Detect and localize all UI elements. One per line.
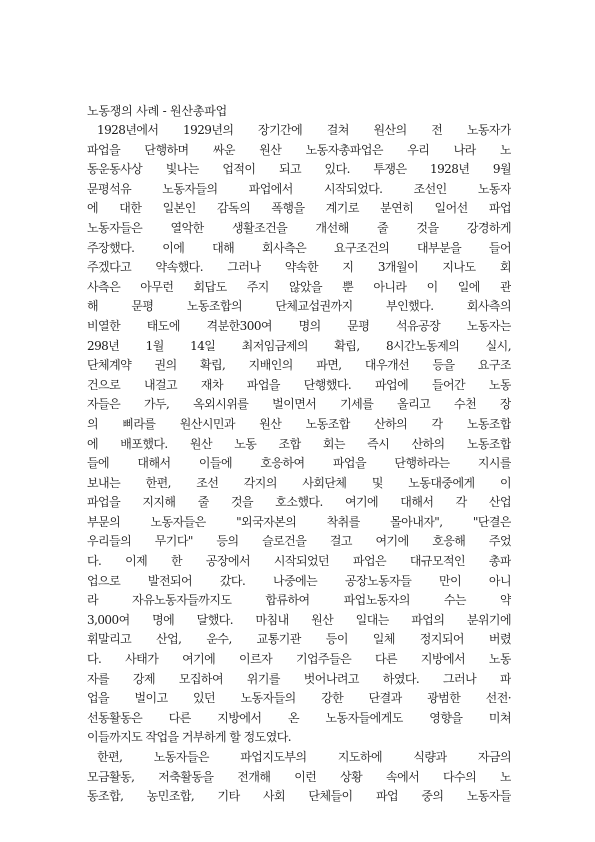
- text-line: 해 문평 노동조합의 단체교섭권까지 부인했다. 회사측의: [87, 299, 511, 314]
- text-line: 의 삐라를 원산시민과 원산 노동조합 산하의 각 노동조합: [87, 416, 511, 431]
- text-line: 동운동사상 빛나는 업적이 되고 있다. 투쟁은 1928년 9월: [87, 162, 511, 177]
- text-line: 3,000여 명에 달했다. 마침내 원산 일대는 파업의 분위기에: [87, 612, 511, 627]
- text-line: 주겠다고 약속했다. 그러나 약속한 지 3개월이 지나도 회: [87, 260, 511, 275]
- text-line: 라 자유노동자들까지도 합류하여 파업노동자의 수는 약: [87, 593, 511, 608]
- text-line: 건으로 내걸고 재차 파업을 단행했다. 파업에 들어간 노동: [87, 377, 511, 392]
- paragraph-2: [87, 748, 511, 807]
- text-line: 에 대한 일본인 감독의 폭행을 계기로 분연히 일어선 파업: [87, 201, 511, 216]
- document-heading: 노동쟁의 사례 - 원산총파업: [87, 104, 228, 118]
- text-line: 다. 사태가 여기에 이르자 기업주들은 다른 지방에서 노동: [87, 652, 511, 667]
- text-line: 주장했다. 이에 대해 회사측은 요구조건의 대부분을 들어: [87, 240, 511, 255]
- text-line: 우리들의 무기다" 등의 슬로건을 걸고 여기에 호응해 주었: [87, 534, 511, 549]
- paragraph-1: [87, 121, 511, 748]
- text-line: 파업을 단행하며 싸운 원산 노동자총파업은 우리 나라 노: [87, 142, 511, 157]
- text-line: 노동자들은 열악한 생활조건을 개선해 줄 것을 강경하게: [87, 220, 511, 235]
- text-line: 선동활동은 다른 지방에서 온 노동자들에게도 영향을 미쳐: [87, 710, 511, 725]
- text-line: 298년 1월 14일 최저임금제의 확립, 8시간노동제의 실시,: [87, 338, 511, 353]
- text-line: 비열한 태도에 격분한300여 명의 문평 석유공장 노동자는: [87, 318, 511, 333]
- text-line: 업으로 발전되어 갔다. 나중에는 공장노동자들 만이 아니: [87, 573, 511, 588]
- document-body: [87, 101, 511, 807]
- text-line: 모금활동, 저축활동을 전개해 이런 상황 속에서 다수의 노: [87, 769, 511, 784]
- text-line: 업을 벌이고 있던 노동자들의 강한 단결과 광범한 선전·: [87, 691, 511, 706]
- text-line: 보내는 한편, 조선 각지의 사회단체 및 노동대중에게 이: [87, 475, 511, 490]
- text-line: 문평석유 노동자들의 파업에서 시작되었다. 조선인 노동자: [87, 181, 511, 196]
- text-line: 다. 이제 한 공장에서 시작되었던 파업은 대규모적인 총파: [87, 554, 511, 569]
- text-line: 파업을 지지해 줄 것을 호소했다. 여기에 대해서 각 산업: [87, 495, 511, 510]
- text-line: 부문의 노동자들은 "외국자본의 착취를 몰아내자", "단결은: [87, 514, 511, 529]
- text-line: 들에 대해서 이들에 호응하여 파업을 단행하라는 지시를: [87, 456, 511, 471]
- text-line: 자를 강제 모집하여 위기를 벗어나려고 하였다. 그러나 파: [87, 671, 511, 686]
- text-line: 사측은 아무런 회답도 주지 않았을 뿐 아니라 이 일에 관: [87, 279, 511, 294]
- text-line: 한편, 노동자들은 파업지도부의 지도하에 식량과 자금의: [97, 750, 511, 764]
- text-line: 1928년에서 1929년의 장기간에 걸쳐 원산의 전 노동자가: [97, 123, 511, 137]
- text-line: 자들은 가두, 옥외시위를 벌이면서 기세를 올리고 수천 장: [87, 397, 511, 412]
- text-line: 에 배포했다. 원산 노동 조합 회는 즉시 산하의 노동조합: [87, 436, 511, 451]
- text-line: 동조합, 농민조합, 기타 사회 단체들이 파업 중의 노동자들: [87, 789, 511, 804]
- text-line: 이들까지도 작업을 거부하게 할 정도였다.: [87, 730, 292, 745]
- text-line: 단체계약 권의 확립, 지배인의 파면, 대우개선 등을 요구조: [87, 358, 511, 373]
- text-line: 휘말리고 산업, 운수, 교통기관 등이 일체 정지되어 버렸: [87, 632, 511, 647]
